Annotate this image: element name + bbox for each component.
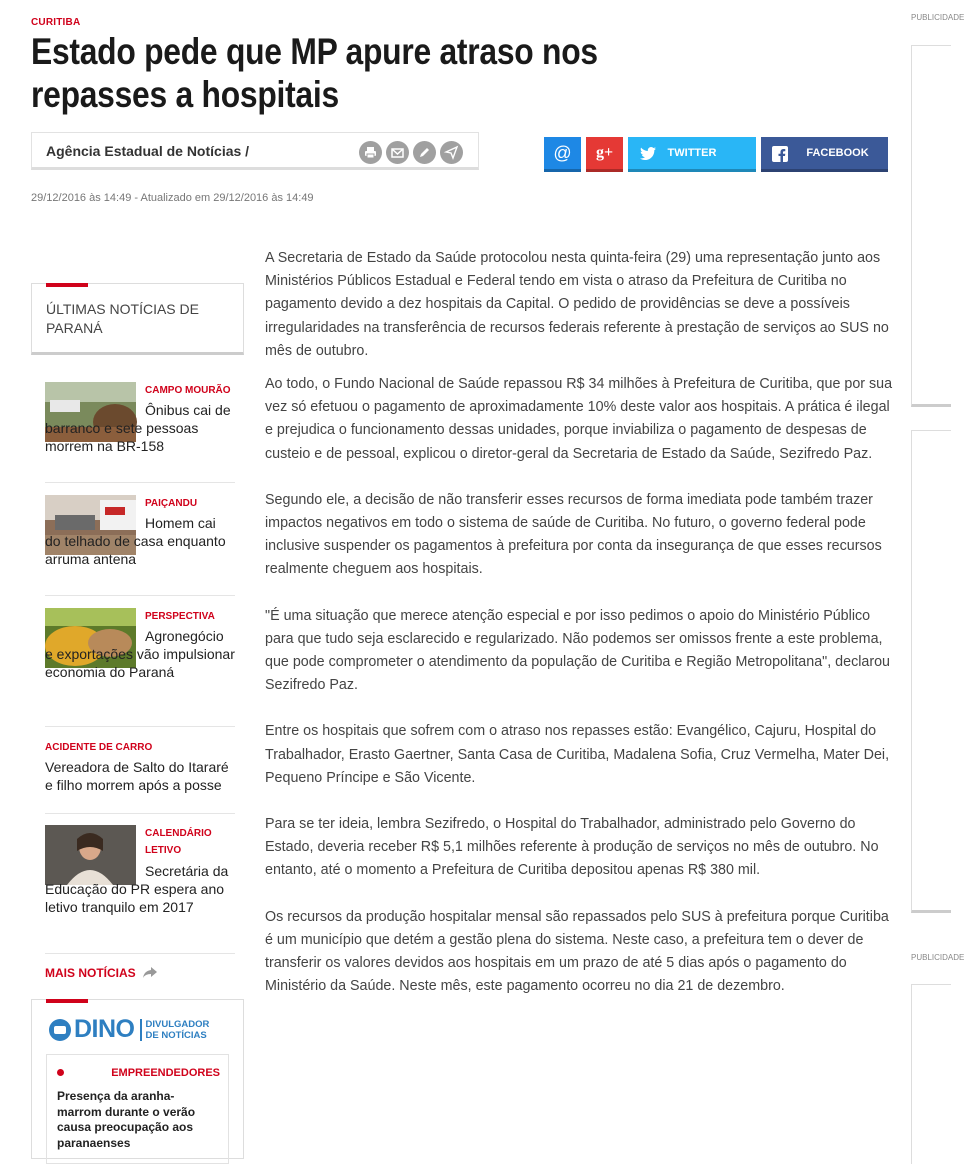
news-category[interactable]: PERSPECTIVA: [145, 611, 215, 622]
article-title: Estado pede que MP apure atraso nos repasses a hospitais: [31, 31, 598, 115]
article-paragraph: Entre os hospitais que sofrem com o atraso nos repasses estão: Evangélico, Cajuru, Hospital do Trabalhador, Erasto Gaertner, Santa Casa de Curitiba, Madalena Sofia, Cruz Vermelha, Mater Dei, Pequeno Príncipe e São Vicente.: [265, 723, 890, 786]
author-name[interactable]: Agência Estadual de Notícias /: [46, 143, 250, 159]
accent-bar: [46, 999, 88, 1003]
article-paragraph: Ao todo, o Fundo Nacional de Saúde repassou R$ 34 milhões à Prefeitura de Curitiba, que por sua vez só efetuou o pagamento de aproximadamente 10% deste valor aos hospitais. A prática é ilegal e prejudica o funcionamento dessas unidades, porque inviabiliza o pagamento de despesas de custeio e de pessoal, explicou o diretor-geral da Secretaria de Estado da Saúde, Sezifredo Paz.: [265, 376, 893, 462]
news-title[interactable]: Secretária da Educação do PR espera ano letivo tranquilo em 2017: [45, 863, 229, 915]
news-item[interactable]: [45, 382, 235, 483]
dino-widget: [31, 999, 244, 1159]
googleplus-share-button[interactable]: [586, 137, 623, 172]
dino-logo-sub1: DIVULGADOR: [145, 1018, 210, 1030]
news-item[interactable]: [45, 608, 235, 727]
facebook-icon: [772, 146, 788, 162]
share-arrow-icon: [143, 967, 157, 979]
accent-bar: [46, 283, 88, 287]
article-paragraph: A Secretaria de Estado da Saúde protocolou nesta quinta-feira (29) uma representação junto aos Ministérios Públicos Estadual e Federal tendo em vista o atraso da Prefeitura de Curitiba no pagamento devido a dez hospitais da Capital. O pedido de providências se deve a possíveis irregularidades na transferência de recursos federais referente à prestação de serviços ao SUS no mês de outubro.: [265, 250, 889, 359]
ad-slot[interactable]: [911, 984, 951, 1164]
news-category[interactable]: PAIÇANDU: [145, 498, 198, 509]
googleplus-icon: g+: [595, 144, 614, 161]
news-item[interactable]: [45, 495, 235, 596]
ad-slot[interactable]: [911, 45, 951, 407]
article-paragraph: Os recursos da produção hospitalar mensal são repassados pelo SUS à prefeitura porque Curitiba é um município que detém a gestão plena do sistema. Neste caso, a prefeitura tem o dever de transferir os valores devidos aos hospitais em um prazo de até 5 dias após o pagamento do Ministério da Saúde. Neste mês, este pagamento ocorreu no dia 21 de dezembro.: [265, 908, 889, 995]
news-item[interactable]: [45, 825, 235, 954]
ad-label: PUBLICIDADE: [911, 13, 964, 22]
mail-icon[interactable]: [386, 141, 409, 164]
send-icon[interactable]: [440, 141, 463, 164]
article-paragraph: Para se ter ideia, lembra Sezifredo, o Hospital do Trabalhador, administrado pelo Governo do Estado, deveria receber R$ 5,1 milhões referente à produção de serviços no mês de outubro. No entanto, até o momento a Prefeitura de Curitiba depositou apenas R$ 380 mil.: [265, 816, 879, 879]
article-body: [265, 247, 893, 998]
pencil-icon[interactable]: [413, 141, 436, 164]
at-icon: @: [553, 142, 572, 163]
section-label[interactable]: CURITIBA: [31, 17, 81, 28]
news-title[interactable]: Ônibus cai de barranco e sete pessoas morrem na BR-158: [45, 402, 231, 454]
bullet-icon: [57, 1069, 64, 1076]
news-title[interactable]: Homem cai do telhado de casa enquanto arruma antena: [45, 515, 226, 567]
dino-news-card[interactable]: [46, 1054, 229, 1164]
dino-logo[interactable]: [48, 1015, 209, 1044]
more-news-label: MAIS NOTÍCIAS: [45, 966, 136, 980]
news-category[interactable]: CALENDÁRIO LETIVO: [145, 828, 212, 856]
publish-date: 29/12/2016 às 14:49 - Atualizado em 29/12/2016 às 14:49: [31, 192, 314, 204]
print-icon[interactable]: [359, 141, 382, 164]
twitter-share-button[interactable]: [628, 137, 756, 172]
news-item[interactable]: [45, 739, 235, 814]
dino-news-title[interactable]: Presença da aranha-marrom durante o verão causa preocupação aos paranaenses: [57, 1089, 196, 1150]
more-news-link[interactable]: [45, 966, 157, 980]
email-share-button[interactable]: [544, 137, 581, 172]
dino-logo-sub2: DE NOTÍCIAS: [145, 1029, 207, 1041]
ad-slot[interactable]: [911, 430, 951, 913]
news-title[interactable]: Agronegócio e exportações vão impulsionar economia do Paraná: [45, 628, 235, 680]
widget-title: ÚLTIMAS NOTÍCIAS DE PARANÁ: [46, 301, 199, 336]
facebook-label: FACEBOOK: [806, 147, 869, 159]
facebook-share-button[interactable]: [761, 137, 888, 172]
dino-logo-icon: [48, 1018, 72, 1042]
article-paragraph: Segundo ele, a decisão de não transferir esses recursos de forma imediata pode também trazer impactos negativos em todo o sistema de saúde de Curitiba. No futuro, o governo federal pode inclusive suspender os pagamentos à prefeitura por conta da insegurança de que esses recursos realmente cheguem aos hospitais.: [265, 491, 882, 578]
twitter-icon: [640, 147, 656, 160]
dino-logo-text: DINO: [74, 1015, 135, 1043]
article-paragraph: "É uma situação que merece atenção especial e por isso pedimos o apoio do Ministério Público para que tudo seja esclarecido e regularizado. Não podemos ser omissos frente a este problema, que pode comprometer o atendimento da população de Curitiba e Região Metropolitana", declarou Sezifredo Paz.: [265, 607, 891, 694]
author-bar: [31, 132, 479, 170]
latest-news-widget: [31, 283, 244, 355]
ad-label: PUBLICIDADE: [911, 953, 964, 962]
news-category[interactable]: ACIDENTE DE CARRO: [45, 742, 153, 753]
dino-category[interactable]: EMPREENDEDORES: [111, 1067, 220, 1079]
twitter-label: TWITTER: [667, 147, 717, 159]
news-title[interactable]: Vereadora de Salto do Itararé e filho morrem após a posse: [45, 759, 229, 793]
news-category[interactable]: CAMPO MOURÃO: [145, 385, 231, 396]
